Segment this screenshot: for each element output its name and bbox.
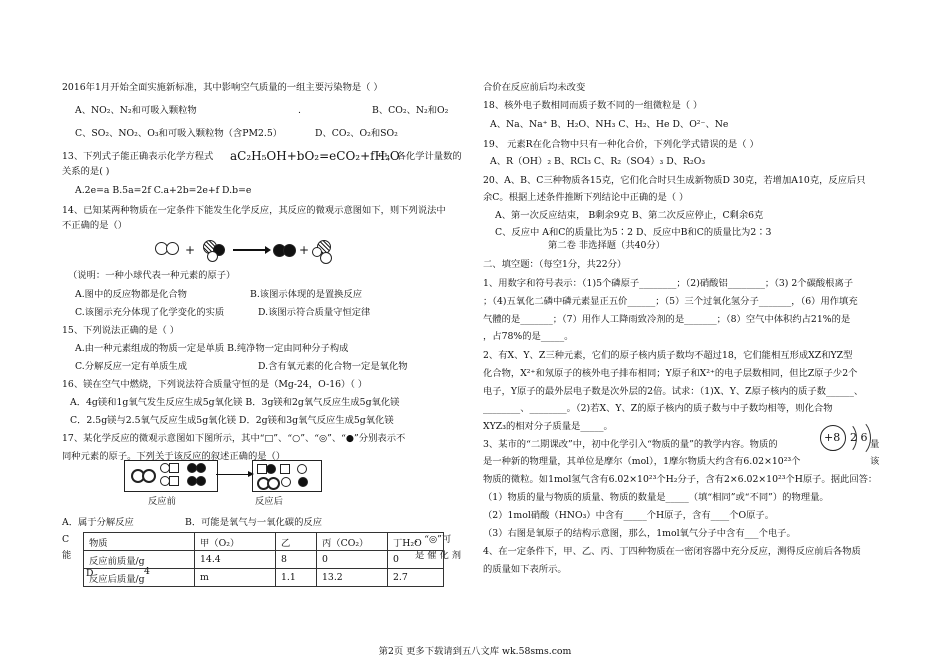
left-text-line: A．属于分解反应 xyxy=(62,517,134,528)
left-text-line: C.该图示充分体现了化学变化的实质 xyxy=(75,307,225,318)
left-text-line: 15、下列说法正确的是（ ） xyxy=(62,325,180,336)
left-text-line: A.由一种元素组成的物质一定是单质 B.纯净物一定由同种分子构成 xyxy=(75,343,349,354)
table-cell: 甲（O₂） xyxy=(195,533,276,551)
table-cell: 丁H₂O xyxy=(388,533,444,551)
left-text-line: D.该图示符合质量守恒定律 xyxy=(258,307,371,318)
oxygen-atom-diagram xyxy=(820,425,880,451)
left-text-line: C、SO₂、NO₂、O₃和可吸入颗粒物（含PM2.5） xyxy=(75,128,283,139)
left-text-line: 反应后 xyxy=(255,496,283,507)
left-text-line: （说明：一种小球代表一种元素的原子） xyxy=(68,270,236,281)
right-text-line: 该 xyxy=(870,456,880,467)
right-text-line: 电子，Y原子的最外层电子数是次外层的2倍。试求：（1)X、Y、Z原子核内的质子数______、 xyxy=(483,386,864,397)
right-text-line: 二、填空题：（每空1分，共22分） xyxy=(483,259,627,270)
right-text-line: 物质的微粒。如1mol氢气含有6.02×10²³个H₂分子，含有2×6.02×10²³个H原子。据此回答： xyxy=(483,474,878,485)
left-text-line: 不正确的是（） xyxy=(62,220,128,231)
right-text-line: C、反应中 A和C的质量比为5∶2 D、反应中B和C的质量比为2∶3 xyxy=(495,227,772,238)
right-text-line: 是一种新的物理量，其单位是摩尔（mol），1摩尔物质大约含有6.02×10²³个 xyxy=(483,456,801,467)
right-text-line: 的质量如下表所示。 xyxy=(483,564,567,575)
left-text-line: . xyxy=(298,105,301,116)
left-text-line: 能 xyxy=(62,550,72,561)
left-text-line: 反应前 xyxy=(148,496,176,507)
table-cell: 乙 xyxy=(276,533,317,551)
right-text-line: 1、用数字和符号表示：（1)5个磷原子________；（2)硝酸铝________；（3) 2个碳酸根离子 xyxy=(483,278,854,289)
reaction-before-box xyxy=(124,460,218,492)
right-text-line: ，占78%的是_____。 xyxy=(483,331,574,342)
table-cell: m xyxy=(195,569,276,587)
right-text-line: 化合物，X²⁺和氖原子的核外电子排布相同；Y原子和X²⁺的电子层数相同，但比Z原子少2个 xyxy=(483,368,858,379)
left-text-line: A、NO₂、N₂和可吸入颗粒物 xyxy=(75,105,197,116)
left-text-line: C．2.5g镁与2.5氧气反应生成5g氧化镁 D．2g镁和3g氧气反应生成5g氧化镁 xyxy=(70,415,394,426)
left-text-line: A.2e=a B.5a=2f C.a+2b=2e+f D.b=e xyxy=(75,185,252,196)
left-text-line: B.该图示体现的是置换反应 xyxy=(250,289,363,300)
right-text-line: （3）右图是氧原子的结构示意图，那么，1mol氧气分子中含有___个电子。 xyxy=(483,528,796,539)
reaction-diagram-q14: + + xyxy=(155,238,355,268)
right-text-line: 2、有X、Y、Z三种元素，它们的原子核内质子数均不超过18，它们能相互形成XZ和YZ型 xyxy=(483,350,853,361)
mass-table xyxy=(83,532,444,587)
right-text-line: 量 xyxy=(870,439,880,450)
left-text-line: D.含有氧元素的化合物一定是氧化物 xyxy=(258,361,408,372)
right-text-line: ________、________。（2)若X、Y、Z的原子核内的质子数与中子数均相等，则化合物 xyxy=(483,403,833,414)
right-text-line: 4、在一定条件下，甲、乙、丙、丁四种物质在一密闭容器中充分反应，测得反应前后各物质 xyxy=(483,546,861,557)
left-text-line: C.分解反应一定有单质生成 xyxy=(75,361,188,372)
left-text-line: 4 xyxy=(144,566,150,577)
page-footer: 第2页 更多下载请到五八文库 wk.58sms.com xyxy=(378,646,572,657)
right-text-line: 19、 元素R在化合物中只有一种化合价，下列化学式错误的是（ ） xyxy=(483,139,759,150)
table-cell: 8 xyxy=(276,551,317,569)
table-cell: 物质 xyxy=(84,533,195,551)
reaction-arrow xyxy=(216,474,250,475)
left-text-line: B．可能是氧气与一氧化碳的反应 xyxy=(185,517,322,528)
left-text-line: 17、某化学反应的微观示意图如下图所示，其中“□”、“○”、“◎”、“●”分别表示不 xyxy=(62,433,406,444)
table-cell: 13.2 xyxy=(317,569,388,587)
table-row xyxy=(84,569,444,587)
reaction-after-box xyxy=(252,460,322,492)
right-text-line: ；（4)五氧化二磷中磷元素显正五价______；（5）三个过氧化氢分子_______，（6）用作填充 xyxy=(483,296,858,307)
left-text-line: 中，各化学计量数的 xyxy=(378,151,462,162)
left-text-line: ．“◎”可 xyxy=(415,534,452,545)
table-row xyxy=(84,551,444,569)
right-text-line: XYZ₃的相对分子质量是_____。 xyxy=(483,421,613,432)
left-text-line: A.图中的反应物都是化合物 xyxy=(75,289,187,300)
table-cell: 1.1 xyxy=(276,569,317,587)
left-text-line: D xyxy=(86,568,94,579)
left-text-line: 是 催 化 剂 xyxy=(415,550,462,561)
right-text-line: 余C。根据上述条件推断下列结论中正确的是（ ） xyxy=(483,192,689,203)
right-text-line: 18、核外电子数相同而质子数不同的一组微粒是（ ） xyxy=(483,100,703,111)
right-text-line: 气體的是_______；（7）用作人工降雨致冷剂的是_______；（8）空气中体积约占21%的是 xyxy=(483,314,851,325)
table-cell: 0 xyxy=(388,551,444,569)
left-text-line: aC₂H₅OH+bO₂=eCO₂+fH₂O xyxy=(230,149,400,163)
left-text-line: 2016年1月开始全面实施新标准，其中影响空气质量的一组主要污染物是（ ） xyxy=(62,82,383,93)
table-cell: 0 xyxy=(317,551,388,569)
right-text-line: 20、A、B、C三种物质各15克，它们化合时只生成新物质D 30克，若增加A10克，反应后只 xyxy=(483,175,866,186)
table-row xyxy=(84,533,444,551)
right-text-line: 第二卷 非选择题（共40分） xyxy=(548,240,666,251)
right-text-line: 3、某市的“二期课改”中，初中化学引入“物质的量”的教学内容。物质的 xyxy=(483,439,778,450)
atom-shells: 2 6 xyxy=(850,431,868,444)
left-text-line: C xyxy=(62,534,70,545)
left-text-line: 13、下列式子能正确表示化学方程式 xyxy=(62,151,214,162)
table-cell: 反应前质量/g xyxy=(84,551,195,569)
table-cell: 14.4 xyxy=(195,551,276,569)
table-cell: 反应后质量/g xyxy=(84,569,195,587)
left-text-line: 同种元素的原子。下列关于该反应的叙述正确的是（） xyxy=(62,451,286,462)
left-text-line: 关系的是( ) xyxy=(62,166,110,177)
right-text-line: （2）1mol硝酸（HNO₃）中含有_____个H原子，含有____个O原子。 xyxy=(483,510,775,521)
left-text-line: A．4g镁和1g氧气发生反应生成5g氧化镁 B．3g镁和2g氧气反应生成5g氧化镁 xyxy=(70,397,400,408)
right-text-line: A、R（OH）₂ B、RCl₃ C、R₂（SO4）₃ D、R₂O₃ xyxy=(490,156,706,167)
atom-nucleus: +8 xyxy=(824,431,841,444)
left-text-line: 14、已知某两种物质在一定条件下能发生化学反应，其反应的微观示意图如下，则下列说法中 xyxy=(62,205,446,216)
left-text-line: B、CO₂、N₂和O₂ xyxy=(372,105,449,116)
left-text-line: 16、镁在空气中燃烧，下列说法符合质量守恒的是（Mg-24，O-16）（ ） xyxy=(62,379,368,390)
right-text-line: 合价在反应前后均未改变 xyxy=(483,82,586,93)
table-cell: 丙（CO₂） xyxy=(317,533,388,551)
right-text-line: A、第一次反应结束， B剩余9克 B、第二次反应停止，C剩余6克 xyxy=(495,210,764,221)
right-text-line: A、Na、Na⁺ B、H₂O、NH₃ C、H₂、He D、O²⁻、Ne xyxy=(490,119,729,130)
right-text-line: （1）物质的量与物质的质量、物质的数量是_____（填“相同”或“不同”）的物理量。 xyxy=(483,492,829,503)
table-cell: 2.7 xyxy=(388,569,444,587)
left-text-line: D、CO₂、O₂和SO₂ xyxy=(315,128,398,139)
